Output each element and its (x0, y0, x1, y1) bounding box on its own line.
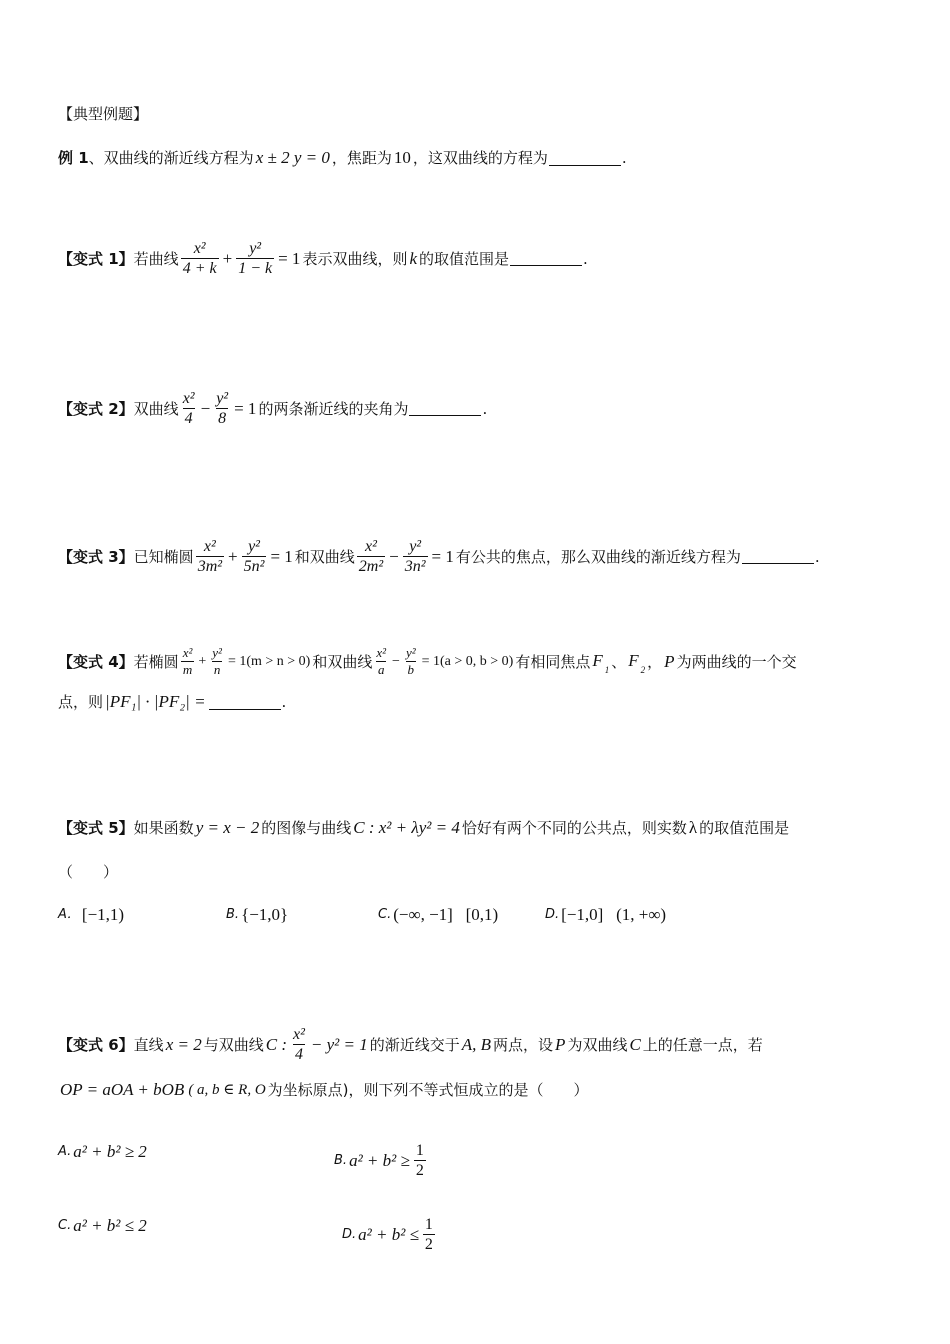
answer-parenthesis: （ ） (58, 863, 119, 881)
focus-f1: F $_1$ (592, 650, 610, 675)
focal-distance: 10 (393, 148, 411, 167)
example-1 (58, 148, 627, 168)
fraction (236, 240, 274, 277)
variant-label: 【变式 1】 (58, 249, 134, 268)
denominator: 1 − k (238, 260, 273, 277)
curve-name: C (629, 1034, 641, 1054)
denominator: 4 (184, 410, 193, 427)
variant-5 (58, 818, 789, 838)
numerator: x² (203, 538, 216, 555)
example-text: 、双曲线的渐近线方程为 (88, 149, 254, 167)
answer-blank (549, 151, 621, 166)
variant-text: 已知椭圆 (133, 547, 194, 566)
variant-label: 【变式 2】 (58, 399, 134, 418)
variant-4-continued (58, 692, 286, 712)
curve-name: C : (265, 1034, 287, 1054)
option-label: A. (58, 1144, 72, 1159)
variant-text: 如果函数 (133, 819, 194, 837)
numerator: x² (292, 1026, 305, 1043)
fraction (403, 538, 428, 575)
option-label: C. (378, 907, 392, 922)
option-expression: a² + b² ≤ 2 (73, 1216, 147, 1235)
section-title (58, 104, 148, 124)
operator: − (389, 546, 399, 566)
option-c (58, 1216, 149, 1236)
period: . (621, 149, 627, 167)
focus-f2: F $_2$ (628, 650, 646, 675)
option-label: B. (226, 907, 240, 922)
points-ab: A, B (461, 1034, 492, 1054)
variant-text: 双曲线 (133, 399, 179, 418)
operator: + (228, 546, 238, 566)
point-p: P (664, 651, 675, 671)
variant-6 (58, 1026, 763, 1063)
option-d (545, 905, 668, 925)
variant-text: 两点，设 (493, 1035, 554, 1054)
denominator: 2 (415, 1162, 424, 1179)
operator: + (198, 653, 207, 669)
numerator: x² (365, 538, 377, 555)
numerator: y² (216, 390, 229, 407)
numerator: y² (212, 645, 222, 660)
numerator: y² (409, 538, 422, 555)
option-a (58, 1142, 149, 1162)
numerator: y² (249, 240, 262, 257)
fraction (357, 538, 385, 575)
answer-blank (409, 401, 481, 416)
variable-k: k (409, 248, 417, 268)
variant-text: 与双曲线 (203, 1035, 264, 1054)
curve-equation: C : x² + λy² = 4 (353, 818, 460, 837)
fraction (414, 1142, 426, 1179)
equals-one: = 1 (431, 546, 454, 566)
variant-text: 为坐标原点)，则下列不等式恒成立的是（ ） (267, 1081, 589, 1099)
variant-1 (58, 240, 588, 277)
function-equation: y = x − 2 (195, 818, 260, 837)
fraction (374, 646, 388, 677)
variant-text: 的取值范围是 (419, 249, 510, 268)
period: . (583, 249, 588, 268)
period: . (281, 693, 287, 711)
variant-label: 【变式 3】 (58, 547, 134, 566)
variant-text: 的取值范围是 (699, 819, 790, 837)
denominator: b (407, 662, 415, 677)
option-value: [−1,0] (1, +∞) (561, 905, 667, 924)
denominator: 2m² (358, 558, 384, 575)
variant-text: 直线 (133, 1035, 164, 1054)
variant-label: 【变式 6】 (58, 1035, 134, 1054)
period: . (482, 399, 488, 418)
variant-text: 有相同焦点 (515, 652, 591, 671)
example-text: ，焦距为 (331, 149, 392, 167)
variant-4 (58, 646, 797, 677)
option-c (378, 905, 500, 925)
operator: − (200, 398, 211, 418)
fraction (210, 646, 224, 677)
variant-label: 【变式 4】 (58, 652, 134, 671)
variant-text: 有公共的焦点，那么双曲线的渐近线方程为 (455, 547, 741, 566)
denominator: 4 (294, 1046, 303, 1063)
numerator: x² (193, 240, 206, 257)
variant-text: 的图像与曲线 (261, 819, 352, 837)
fraction (242, 538, 267, 575)
numerator: y² (405, 645, 416, 660)
lambda-symbol: λ (688, 818, 698, 837)
option-value: [−1,1) (81, 905, 125, 924)
numerator: 1 (415, 1142, 424, 1159)
option-label: C. (58, 1218, 72, 1233)
fraction (196, 538, 224, 575)
option-value: (−∞, −1] [0,1) (393, 905, 499, 924)
numerator: x² (376, 645, 387, 660)
equals-one: = 1 (278, 248, 301, 268)
answer-blank (742, 549, 814, 564)
option-b (334, 1142, 428, 1179)
variant-text: 若椭圆 (133, 652, 179, 671)
line-equation: x = 2 (165, 1034, 202, 1054)
equals-one: = 1 (270, 546, 293, 566)
operator: − (392, 653, 400, 669)
variant-text: 为两曲线的一个交 (676, 652, 797, 671)
denominator: m (182, 662, 193, 677)
option-b (226, 905, 290, 925)
answer-blank (510, 251, 582, 266)
option-label: B. (334, 1152, 348, 1168)
variant-text: 和双曲线 (312, 652, 373, 671)
variant-text: 为双曲线 (567, 1035, 628, 1054)
denominator: a (377, 662, 385, 677)
variant-text: 的渐近线交于 (369, 1035, 460, 1054)
example-text: ，这双曲线的方程为 (412, 149, 548, 167)
variant-text: 的两条渐近线的夹角为 (258, 399, 409, 418)
denominator: 2 (424, 1236, 433, 1253)
denominator: 3n² (404, 558, 426, 575)
fraction (181, 646, 195, 677)
separator: 、 (611, 652, 627, 671)
numerator: y² (248, 538, 260, 555)
variant-text: 和双曲线 (294, 547, 355, 566)
denominator: 5n² (243, 558, 265, 575)
variant-text: 表示双曲线，则 (302, 249, 408, 268)
denominator: 4 + k (182, 260, 217, 277)
period: . (814, 547, 820, 566)
vector-condition: ( a, b ∈ R, O (188, 1082, 266, 1098)
fraction (181, 390, 197, 427)
hyperbola-rest: − y² = 1 (310, 1034, 368, 1054)
variant-label: 【变式 5】 (58, 819, 134, 837)
variant-3 (58, 538, 820, 575)
numerator: x² (182, 645, 193, 660)
option-label: D. (342, 1226, 357, 1242)
fraction (291, 1026, 307, 1063)
comma: ， (647, 652, 663, 671)
vector-equation: OP = aOA + bOB (60, 1080, 185, 1099)
denominator: 3m² (197, 558, 223, 575)
hyperbola-condition: = 1(a > 0, b > 0) (421, 653, 514, 669)
operator: + (222, 248, 233, 268)
variant-text: 点，则 (58, 693, 104, 711)
answer-blank (209, 695, 281, 710)
variant-6-continued (58, 1080, 589, 1100)
variant-5-answer-paren (58, 862, 118, 882)
option-expression: a² + b² ≤ (358, 1224, 419, 1244)
fraction (423, 1216, 435, 1253)
fraction (181, 240, 219, 277)
option-value: {−1,0} (241, 905, 289, 924)
asymptote-equation: x ± 2 y = 0 (255, 148, 330, 167)
focal-product: |PF₁| · |PF₂| = (105, 692, 206, 711)
option-a (58, 905, 126, 925)
equals-one: = 1 (234, 398, 257, 418)
option-d (342, 1216, 437, 1253)
ellipse-condition: = 1(m > n > 0) (227, 653, 311, 669)
variant-text: 恰好有两个不同的公共点，则实数 (461, 819, 687, 837)
variant-text: 上的任意一点，若 (642, 1035, 763, 1054)
option-label: D. (545, 907, 560, 922)
option-expression: a² + b² ≥ (349, 1150, 410, 1170)
example-label: 例 1 (58, 149, 89, 167)
denominator: n (213, 662, 221, 677)
option-expression: a² + b² ≥ 2 (73, 1142, 147, 1161)
variant-text: 若曲线 (133, 249, 179, 268)
numerator: x² (182, 390, 195, 407)
option-label: A． (58, 907, 80, 922)
variant-2 (58, 390, 487, 427)
section-title-text: 【典型例题】 (58, 105, 149, 123)
fraction (214, 390, 230, 427)
numerator: 1 (424, 1216, 433, 1233)
denominator: 8 (218, 410, 227, 427)
point-p: P (555, 1034, 566, 1054)
fraction (404, 646, 418, 677)
